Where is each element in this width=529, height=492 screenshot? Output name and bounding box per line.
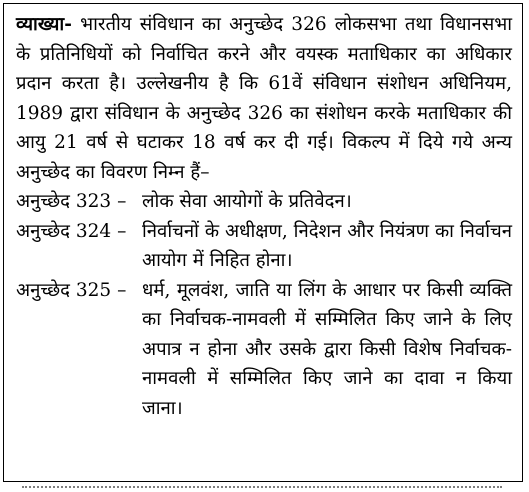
article-row-324 xyxy=(16,217,512,276)
explanation-paragraph xyxy=(16,10,512,187)
article-label: अनुच्छेद 323 – xyxy=(16,191,127,212)
cut-off-text-fragment xyxy=(22,486,502,492)
explanation-heading: व्याख्या- xyxy=(16,14,72,35)
article-row-323 xyxy=(16,187,512,217)
article-row-325 xyxy=(16,276,512,424)
cut-off-next-line xyxy=(0,482,529,492)
article-description: लोक सेवा आयोगों के प्रतिवेदन। xyxy=(142,191,352,212)
article-label: अनुच्छेद 324 – xyxy=(16,220,127,242)
explanation-box xyxy=(3,3,523,482)
explanation-body: भारतीय संविधान का अनुच्छेद 326 लोकसभा तथा विधानसभा के प्रतिनिधियों को निर्वाचित करने और वयस्क मताधिकार का अधिकार प्रदान करता है। उल्लेखनीय है कि 61वें संविधान संशोधन अधिनियम, 1989 द्वारा संविधान के अनुच्छेद 326 का संशोधन करके मताधिकार की आयु 21 वर्ष से घटाकर 18 वर्ष कर दी गई। विकल्प में दिये गये अन्य अनुच्छेद का विवरण निम्न हैं– xyxy=(16,14,513,183)
article-description: धर्म, मूलवंश, जाति या लिंग के आधार पर किसी व्यक्ति का निर्वाचक-नामवली में सम्मिलित किए जाने के लिए अपात्र न होना और उसके द्वारा किसी विशेष निर्वाचक-नामवली में सम्मिलित किए जाने का दावा न किया जाना। xyxy=(142,279,512,419)
article-label: अनुच्छेद 325 – xyxy=(16,279,127,301)
article-description: निर्वाचनों के अधीक्षण, निदेशन और नियंत्रण का निर्वाचन आयोग में निहित होना। xyxy=(142,220,512,271)
explanation-text xyxy=(16,10,512,423)
